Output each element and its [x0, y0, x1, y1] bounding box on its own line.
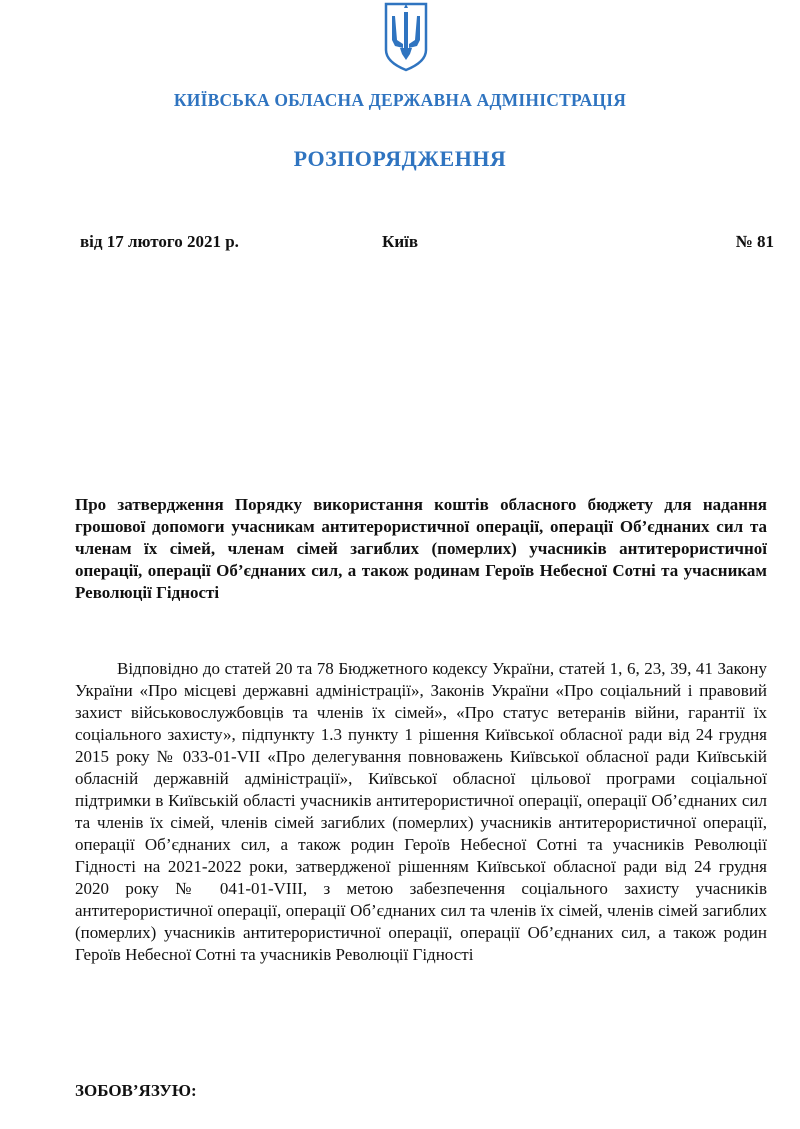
oblige-heading: ЗОБОВ’ЯЗУЮ:: [75, 1081, 197, 1100]
document-body-paragraph: Відповідно до статей 20 та 78 Бюджетного кодексу України, статей 1, 6, 23, 39, 41 Закону України «Про місцеві державні адміністрації», Законів України «Про соціальний і правовий захист військовослужбовців та членів їх сімей», «Про статус ветеранів війни, гарантії їх соціального захисту», підпункту 1.3 пункту 1 рішення Київської обласної ради від 24 грудня 2015 року № 033-01-VII «Про делегування повноважень Київської обласної ради Київській обласній державній адміністрації», Київської обласної цільової програми соціальної підтримки в Київській області учасників антитерористичної операції, операції Об’єднаних сил та членів їх сімей, членів сімей загиблих (померлих) учасників антитерористичної операції, операції Об’єднаних сил, а також родин Героїв Небесної Сотні та учасників Революції Гідності на 2021-2022 роки, затвердженої рішенням Київської обласної ради від 24 грудня 2020 року № 041-01-VIII, з метою забезпечення соціального захисту учасників антитерористичної операції, операції Об’єднаних сил та членів їх сімей, членів сімей загиблих (померлих) учасників антитерористичної операції, операції Об’єднаних сил, а також родин Героїв Небесної Сотні та учасників Революції Гідності: [75, 659, 767, 964]
trident-coat-of-arms-icon: [383, 2, 429, 72]
organization-name: КИЇВСЬКА ОБЛАСНА ДЕРЖАВНА АДМІНІСТРАЦІЯ: [173, 90, 627, 110]
document-subject: Про затвердження Порядку використання коштів обласного бюджету для надання грошової допомоги учасникам антитерористичної операції, операції Об’єднаних сил та членам їх сімей, членам сімей загиблих (померлих) учасників антитерористичної операції, операції Об’єднаних сил, а також родинам Героїв Небесної Сотні та учасникам Революції Гідності: [75, 495, 767, 602]
document-date: від 17 лютого 2021 р.: [80, 232, 239, 251]
document-city: Київ: [382, 232, 419, 251]
document-number: № 81: [735, 232, 774, 251]
document-type-title: РОЗПОРЯДЖЕННЯ: [293, 146, 507, 171]
